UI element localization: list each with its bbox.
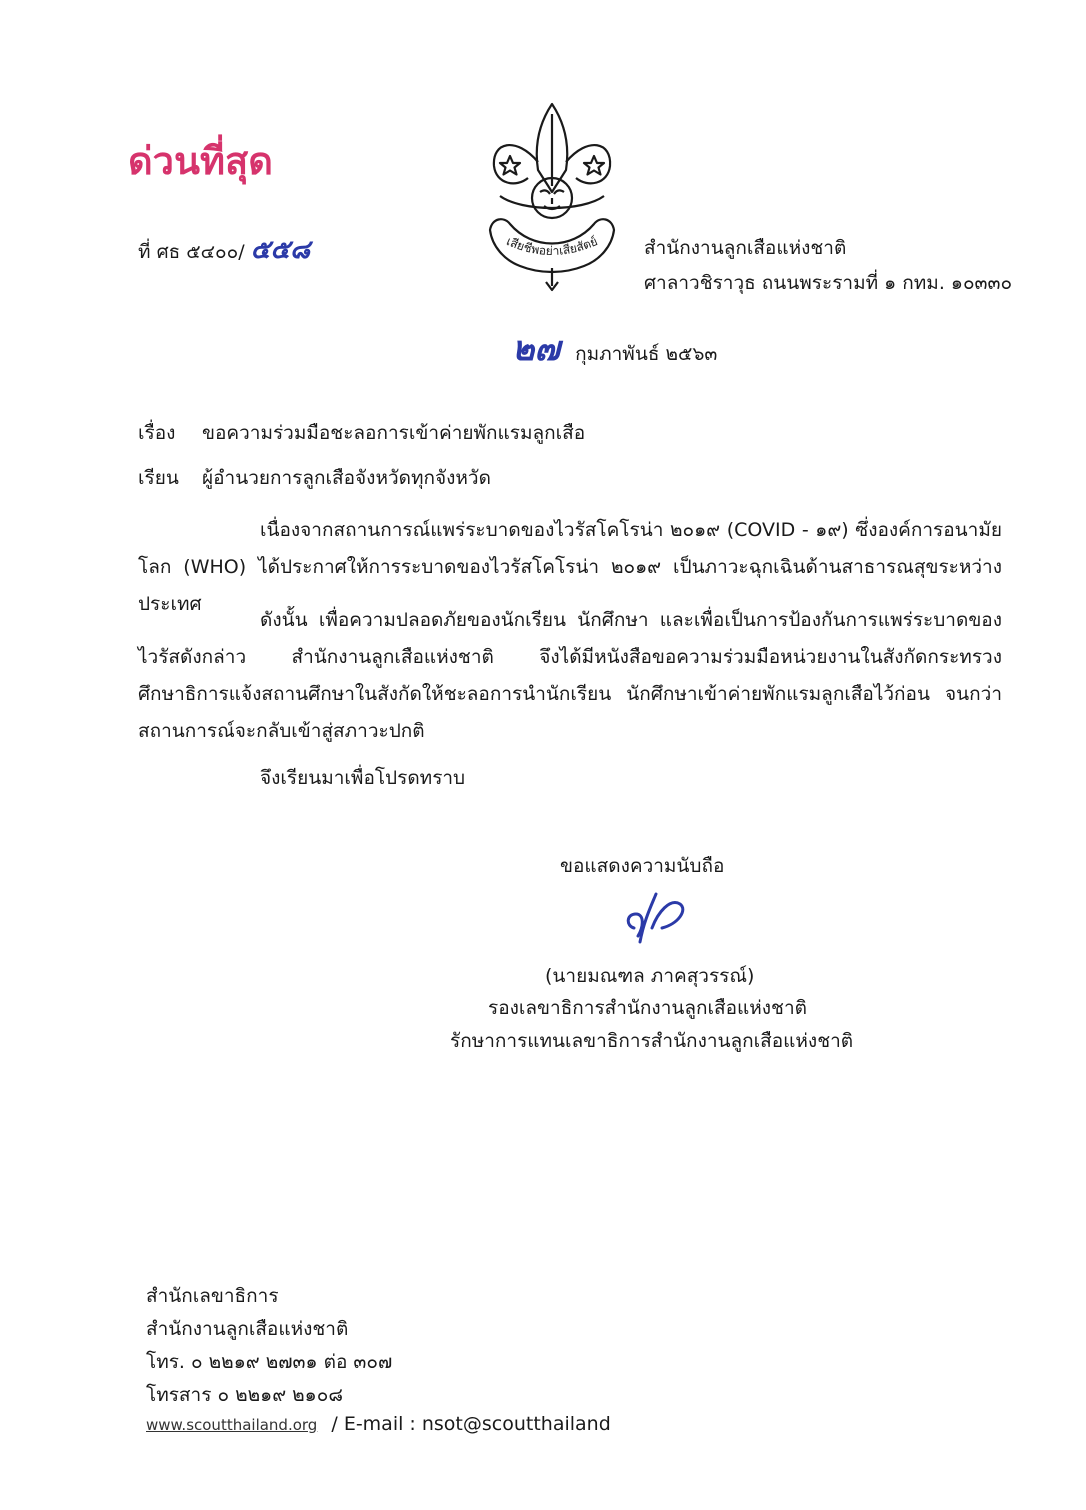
signature bbox=[622, 884, 692, 948]
footer-org: สำนักงานลูกเสือแห่งชาติ bbox=[146, 1318, 349, 1340]
body-paragraph-1: เนื่องจากสถานการณ์แพร่ระบาดของไวรัสโคโรน่า ๒๐๑๙ (COVID - ๑๙) ซึ่งองค์การอนามัยโลก (WHO) ได้ประกาศให้การระบาดของไวรัสโคโรน่า ๒๐๑๙ เป็นภาวะฉุกเฉินด้านสาธารณสุขระหว่างประเทศ bbox=[138, 519, 1002, 615]
body-paragraph-2: ดังนั้น เพื่อความปลอดภัยของนักเรียน นักศึกษา และเพื่อเป็นการป้องกันการแพร่ระบาดของไวรัสดังกล่าว สำนักงานลูกเสือแห่งชาติ จึงได้มีหนังสือขอความร่วมมือหน่วยงานในสังกัดกระทรวงศึกษาธิการแจ้งสถานศึกษาในสังกัดให้ชะลอการนำนักเรียน นักศึกษาเข้าค่ายพักแรมลูกเสือไว้ก่อน จนกว่าสถานการณ์จะกลับเข้าสู่สภาวะปกติ bbox=[138, 609, 1002, 742]
recipient-text: ผู้อำนวยการลูกเสือจังหวัดทุกจังหวัด bbox=[202, 467, 491, 489]
footer-dept: สำนักเลขาธิการ bbox=[146, 1285, 279, 1307]
scout-emblem bbox=[482, 100, 622, 292]
footer-web-email bbox=[146, 1408, 611, 1442]
org-name: สำนักงานลูกเสือแห่งชาติ bbox=[644, 237, 847, 259]
letter-date bbox=[512, 324, 717, 374]
reference-prefix: ที่ ศธ ๕๔๐๐/ bbox=[138, 241, 245, 263]
footer-fax: โทรสาร ๐ ๒๒๑๙ ๒๑๐๘ bbox=[146, 1384, 343, 1406]
scout-emblem-icon bbox=[482, 100, 622, 292]
signature-mark bbox=[622, 884, 692, 948]
urgency-stamp: ด่วนที่สุด bbox=[128, 139, 273, 183]
footer-tel: โทร. ๐ ๒๒๑๙ ๒๗๓๑ ต่อ ๓๐๗ bbox=[146, 1351, 393, 1373]
signer-title-1: รองเลขาธิการสำนักงานลูกเสือแห่งชาติ bbox=[488, 997, 807, 1019]
body-paragraph-3: จึงเรียนมาเพื่อโปรดทราบ bbox=[260, 767, 466, 789]
emblem-motto: เสียชีพอย่าเสียสัตย์ bbox=[504, 234, 600, 259]
date-day-handwritten: ๒๗ bbox=[512, 329, 560, 369]
closing-text: ขอแสดงความนับถือ bbox=[560, 855, 725, 877]
email-text: / E-mail : nsot@scoutthailand bbox=[331, 1413, 611, 1435]
reference-handwritten-number: ๕๕๘ bbox=[250, 235, 311, 265]
subject-label: เรื่อง bbox=[138, 422, 176, 444]
reference-number bbox=[138, 235, 311, 265]
signer-name: (นายมณฑล ภาคสุวรรณ์) bbox=[545, 965, 755, 987]
subject-text: ขอความร่วมมือชะลอการเข้าค่ายพักแรมลูกเสือ bbox=[202, 422, 586, 444]
website-link[interactable]: www.scoutthailand.org bbox=[146, 1416, 318, 1434]
date-month-year: กุมภาพันธ์ ๒๕๖๓ bbox=[575, 343, 718, 365]
recipient-label: เรียน bbox=[138, 467, 179, 489]
org-address: ศาลาวชิราวุธ ถนนพระรามที่ ๑ กทม. ๑๐๓๓๐ bbox=[644, 272, 1013, 294]
signer-title-2: รักษาการแทนเลขาธิการสำนักงานลูกเสือแห่งชาติ bbox=[450, 1030, 854, 1052]
